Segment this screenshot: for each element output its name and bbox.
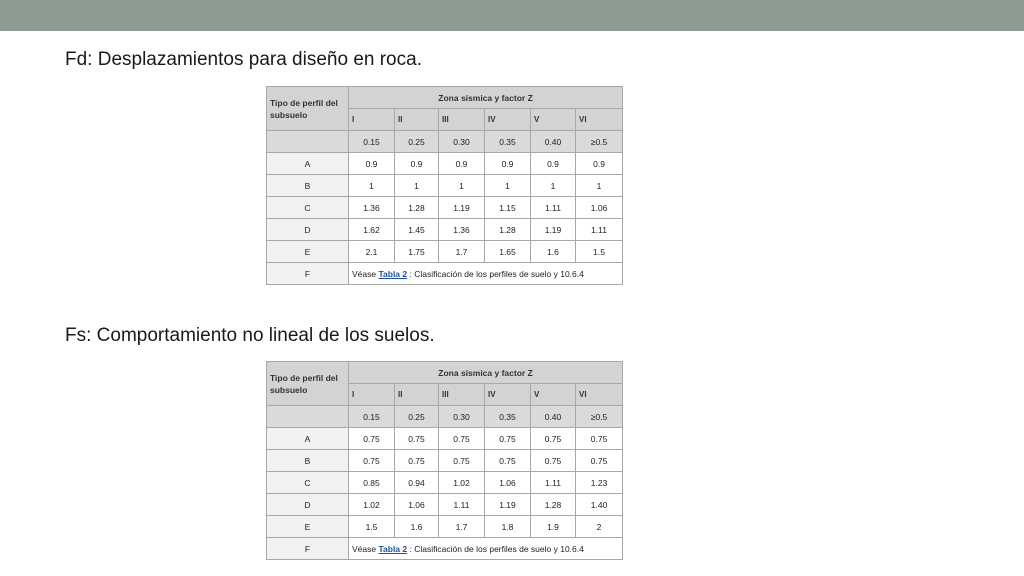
value-cell: 1.6	[531, 241, 576, 263]
table-row	[267, 428, 623, 450]
table-row	[267, 175, 623, 197]
value-cell: 1.11	[439, 494, 485, 516]
value-cell: 0.75	[576, 428, 623, 450]
value-cell: 0.94	[395, 472, 439, 494]
value-cell: 0.9	[395, 153, 439, 175]
value-cell: 1.8	[485, 516, 531, 538]
factor-cell: 0.25	[395, 131, 439, 153]
value-cell: 1.5	[349, 516, 395, 538]
factor-cell: 0.30	[439, 406, 485, 428]
value-cell: 0.75	[531, 450, 576, 472]
value-cell: 1.02	[439, 472, 485, 494]
soil-type-cell: F	[267, 538, 349, 560]
note-prefix: Véase	[352, 543, 379, 554]
value-cell: 0.9	[485, 153, 531, 175]
soil-type-cell: C	[267, 197, 349, 219]
value-cell: 0.75	[439, 428, 485, 450]
value-cell: 1.7	[439, 241, 485, 263]
value-cell: 0.75	[439, 450, 485, 472]
factor-cell: 0.40	[531, 406, 576, 428]
value-cell: 1.11	[531, 197, 576, 219]
note-prefix: Véase	[352, 268, 379, 279]
zone-header: II	[395, 109, 439, 131]
value-cell: 0.9	[439, 153, 485, 175]
value-cell: 1.06	[576, 197, 623, 219]
value-cell: 1.75	[395, 241, 439, 263]
value-cell: 1.15	[485, 197, 531, 219]
soil-type-cell: E	[267, 516, 349, 538]
table-row	[267, 494, 623, 516]
value-cell: 1.36	[349, 197, 395, 219]
value-cell: 1.19	[485, 494, 531, 516]
table-row	[267, 516, 623, 538]
soil-type-cell: D	[267, 494, 349, 516]
value-cell: 1	[439, 175, 485, 197]
value-cell: 1.23	[576, 472, 623, 494]
value-cell: 0.9	[576, 153, 623, 175]
blank-cell	[267, 406, 349, 428]
value-cell: 1.5	[576, 241, 623, 263]
factor-cell: 0.35	[485, 131, 531, 153]
zone-factor-header: Zona sísmica y factor Z	[349, 87, 623, 109]
value-cell: 1	[576, 175, 623, 197]
zone-factor-header: Zona sísmica y factor Z	[349, 362, 623, 384]
value-cell: 0.75	[531, 428, 576, 450]
zone-header: V	[531, 384, 576, 406]
value-cell: 1.11	[576, 219, 623, 241]
soil-type-cell: D	[267, 219, 349, 241]
fd-heading: Fd: Desplazamientos para diseño en roca.	[65, 49, 422, 70]
value-cell: 1	[531, 175, 576, 197]
factor-cell: 0.15	[349, 406, 395, 428]
zone-header: I	[349, 109, 395, 131]
top-bar	[0, 0, 1024, 31]
zone-header: V	[531, 109, 576, 131]
zone-header: II	[395, 384, 439, 406]
factor-cell: ≥0.5	[576, 406, 623, 428]
table-row	[267, 241, 623, 263]
value-cell: 1.11	[531, 472, 576, 494]
zone-header: III	[439, 384, 485, 406]
blank-cell	[267, 131, 349, 153]
zone-header: IV	[485, 384, 531, 406]
value-cell: 1	[485, 175, 531, 197]
fs-heading: Fs: Comportamiento no lineal de los suelos.	[65, 325, 435, 346]
value-cell: 2	[576, 516, 623, 538]
value-cell: 1.6	[395, 516, 439, 538]
table-row	[267, 197, 623, 219]
value-cell: 0.75	[395, 428, 439, 450]
value-cell: 1.06	[485, 472, 531, 494]
value-cell: 0.75	[349, 450, 395, 472]
value-cell: 2.1	[349, 241, 395, 263]
value-cell: 1.65	[485, 241, 531, 263]
soil-type-cell: B	[267, 175, 349, 197]
value-cell: 0.75	[576, 450, 623, 472]
value-cell: 0.75	[395, 450, 439, 472]
table-row	[267, 219, 623, 241]
value-cell: 1.06	[395, 494, 439, 516]
note-suffix: : Clasificación de los perfiles de suelo y 10.6.4	[407, 543, 584, 554]
soil-type-header: Tipo de perfil del subsuelo	[267, 87, 349, 131]
value-cell: 1.28	[485, 219, 531, 241]
factor-cell: 0.15	[349, 131, 395, 153]
note-cell	[349, 263, 623, 285]
fd-table	[266, 86, 623, 285]
soil-type-cell: A	[267, 428, 349, 450]
value-cell: 1.7	[439, 516, 485, 538]
value-cell: 1.19	[439, 197, 485, 219]
tabla-2-link[interactable]: Tabla 2	[378, 268, 408, 279]
zone-header: VI	[576, 109, 623, 131]
zone-header: III	[439, 109, 485, 131]
table-row	[267, 538, 623, 560]
zone-header: I	[349, 384, 395, 406]
factor-cell: ≥0.5	[576, 131, 623, 153]
factor-cell: 0.35	[485, 406, 531, 428]
factor-cell: 0.40	[531, 131, 576, 153]
value-cell: 1.9	[531, 516, 576, 538]
soil-type-header: Tipo de perfil del subsuelo	[267, 362, 349, 406]
table-row	[267, 263, 623, 285]
value-cell: 0.85	[349, 472, 395, 494]
soil-type-cell: B	[267, 450, 349, 472]
zone-header: VI	[576, 384, 623, 406]
value-cell: 0.9	[531, 153, 576, 175]
tabla-2-link[interactable]: Tabla 2	[378, 543, 408, 554]
value-cell: 0.75	[485, 450, 531, 472]
soil-type-cell: F	[267, 263, 349, 285]
table-row	[267, 153, 623, 175]
note-cell	[349, 538, 623, 560]
note-suffix: : Clasificación de los perfiles de suelo y 10.6.4	[407, 268, 584, 279]
soil-type-cell: E	[267, 241, 349, 263]
table-row	[267, 472, 623, 494]
value-cell: 1.36	[439, 219, 485, 241]
zone-header: IV	[485, 109, 531, 131]
value-cell: 1.28	[531, 494, 576, 516]
value-cell: 0.9	[349, 153, 395, 175]
value-cell: 1.62	[349, 219, 395, 241]
value-cell: 1.45	[395, 219, 439, 241]
value-cell: 0.75	[485, 428, 531, 450]
factor-cell: 0.30	[439, 131, 485, 153]
soil-type-cell: A	[267, 153, 349, 175]
value-cell: 1.19	[531, 219, 576, 241]
value-cell: 1.28	[395, 197, 439, 219]
fs-table	[266, 361, 623, 560]
factor-cell: 0.25	[395, 406, 439, 428]
table-row	[267, 450, 623, 472]
value-cell: 1	[349, 175, 395, 197]
soil-type-cell: C	[267, 472, 349, 494]
value-cell: 1.40	[576, 494, 623, 516]
value-cell: 1.02	[349, 494, 395, 516]
value-cell: 0.75	[349, 428, 395, 450]
value-cell: 1	[395, 175, 439, 197]
